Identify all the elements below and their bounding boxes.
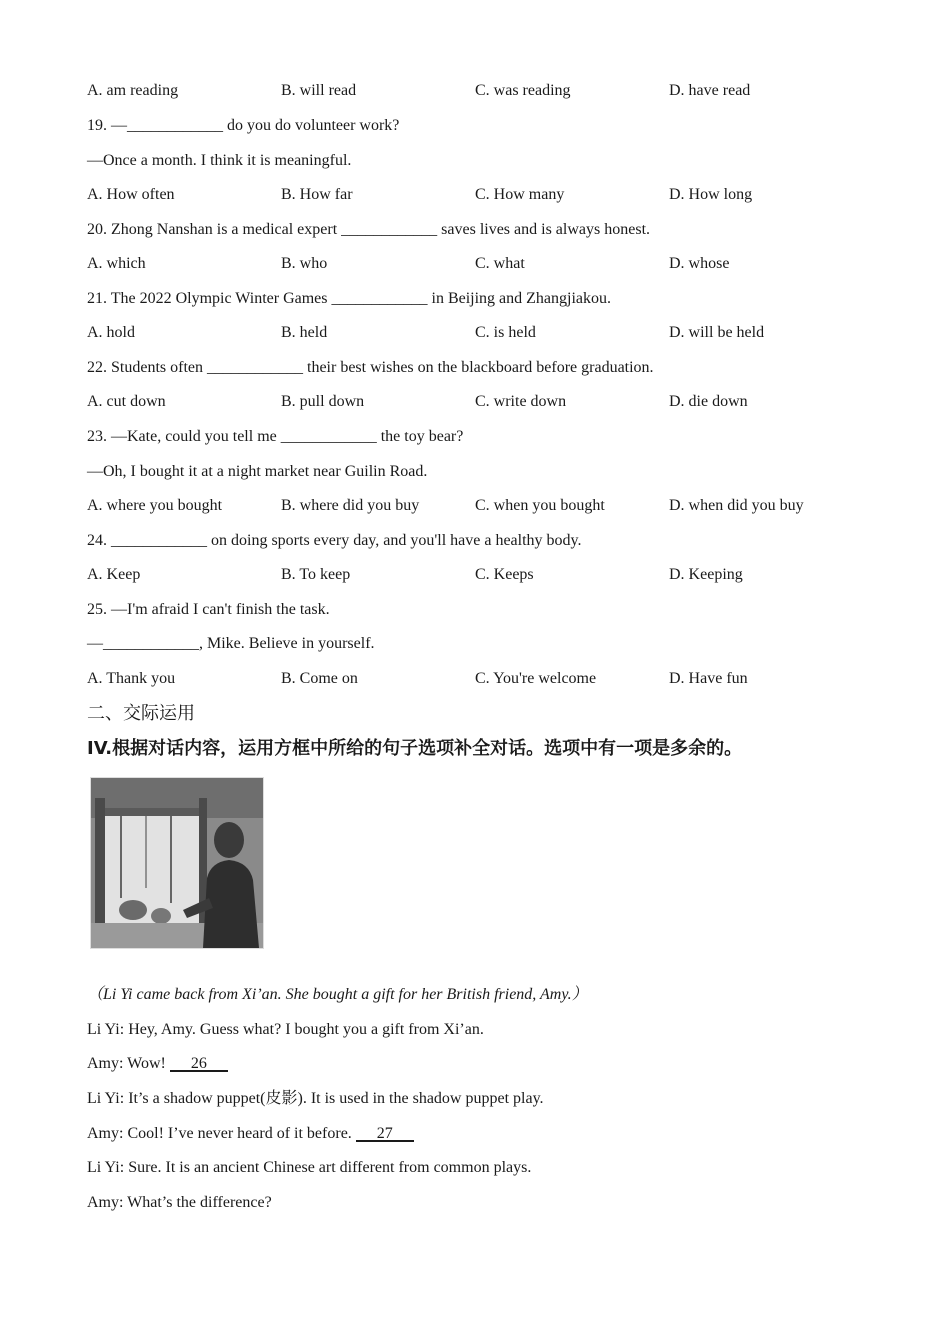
option-a: A. Thank you — [87, 670, 176, 687]
option-b: B. will read — [281, 82, 357, 99]
option-a: A. hold — [87, 324, 135, 341]
q25-stem: 25. —I'm afraid I can't finish the task. — [87, 601, 330, 618]
section-4-instruction: IV.根据对话内容，运用方框中所给的句子选项补全对话。选项中有一项是多余的。 — [87, 738, 743, 759]
option-b: B. where did you buy — [281, 497, 420, 514]
option-a: A. where you bought — [87, 497, 223, 514]
q24-options — [87, 565, 887, 585]
option-c: C. write down — [475, 393, 567, 410]
option-d: D. have read — [669, 82, 751, 99]
dialogue-line-6: Amy: What’s the difference? — [87, 1194, 272, 1211]
q19-stem: 19. —____________ do you do volunteer work? — [87, 117, 400, 134]
q24-stem: 24. ____________ on doing sports every day, and you'll have a healthy body. — [87, 532, 582, 549]
option-b: B. who — [281, 255, 328, 272]
dialogue-intro: （Li Yi came back from Xi’an. She bought a gift for her British friend, Amy.） — [87, 986, 588, 1003]
q19-options — [87, 185, 887, 205]
option-d: D. How long — [669, 186, 753, 203]
q21-stem: 21. The 2022 Olympic Winter Games ____________ in Beijing and Zhangjiakou. — [87, 290, 612, 307]
q20-options — [87, 254, 887, 274]
dialogue-line-3: Li Yi: It’s a shadow puppet(皮影). It is used in the shadow puppet play. — [87, 1090, 544, 1107]
q25-options — [87, 669, 887, 689]
dialogue-line-2: Amy: Wow! 26 — [87, 1054, 228, 1074]
option-c: C. You're welcome — [475, 670, 597, 687]
option-c: C. what — [475, 255, 525, 272]
shadow-puppet-photo — [90, 777, 264, 949]
option-c: C. How many — [475, 186, 565, 203]
q20-stem: 20. Zhong Nanshan is a medical expert ____________ saves lives and is always honest. — [87, 221, 651, 238]
option-b: B. How far — [281, 186, 353, 203]
q23-options — [87, 496, 887, 516]
q19-reply: —Once a month. I think it is meaningful. — [87, 152, 352, 169]
option-b: B. held — [281, 324, 328, 341]
option-a: A. which — [87, 255, 146, 272]
answer-blank-26[interactable]: 26 — [170, 1056, 228, 1072]
q25-reply: —____________, Mike. Believe in yourself. — [87, 635, 375, 652]
dialogue-line-4: Amy: Cool! I’ve never heard of it before. 27 — [87, 1124, 414, 1144]
option-a: A. cut down — [87, 393, 166, 410]
option-b: B. pull down — [281, 393, 365, 410]
option-d: D. die down — [669, 393, 748, 410]
option-b: B. Come on — [281, 670, 358, 687]
dialogue-line-5: Li Yi: Sure. It is an ancient Chinese art different from common plays. — [87, 1159, 532, 1176]
option-d: D. whose — [669, 255, 730, 272]
option-a: A. am reading — [87, 82, 179, 99]
option-d: D. Keeping — [669, 566, 743, 583]
answer-blank-27[interactable]: 27 — [356, 1126, 414, 1142]
dialogue-line-1: Li Yi: Hey, Amy. Guess what? I bought you a gift from Xi’an. — [87, 1021, 484, 1038]
q23-reply: —Oh, I bought it at a night market near Guilin Road. — [87, 463, 428, 480]
option-b: B. To keep — [281, 566, 351, 583]
option-c: C. Keeps — [475, 566, 534, 583]
q22-options — [87, 392, 887, 412]
q23-stem: 23. —Kate, could you tell me ____________ the toy bear? — [87, 428, 464, 445]
option-c: C. is held — [475, 324, 536, 341]
q18-options — [87, 81, 887, 101]
q21-options — [87, 323, 887, 343]
section-2-title: 二、交际运用 — [87, 703, 195, 724]
q22-stem: 22. Students often ____________ their best wishes on the blackboard before graduation. — [87, 359, 654, 376]
option-a: A. Keep — [87, 566, 141, 583]
option-c: C. when you bought — [475, 497, 605, 514]
option-d: D. will be held — [669, 324, 765, 341]
option-c: C. was reading — [475, 82, 571, 99]
option-a: A. How often — [87, 186, 175, 203]
option-d: D. Have fun — [669, 670, 748, 687]
option-d: D. when did you buy — [669, 497, 804, 514]
